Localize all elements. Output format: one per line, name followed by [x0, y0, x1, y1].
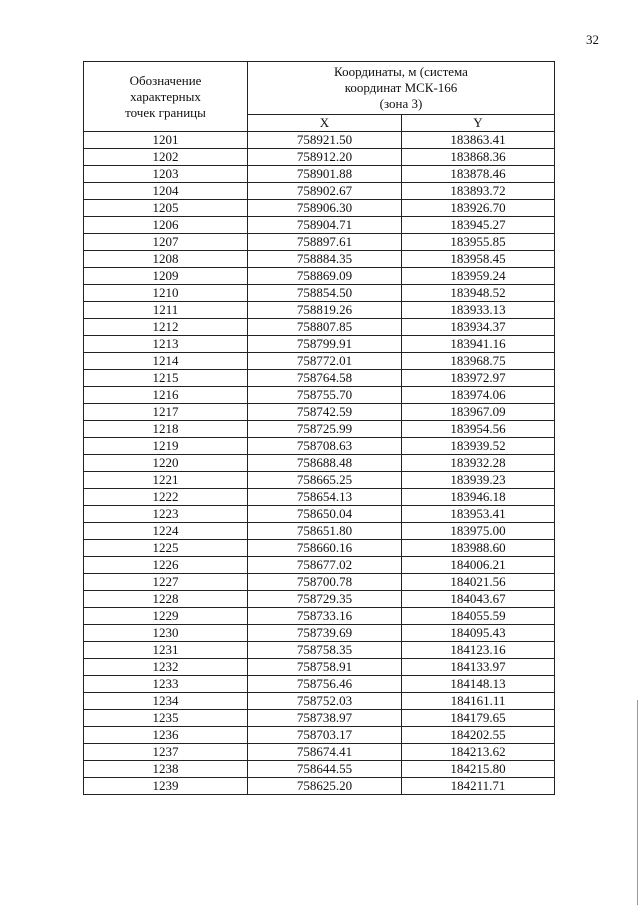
table-row: [84, 336, 555, 353]
x-coordinate-cell: 758644.55: [248, 761, 402, 778]
x-coordinate-cell: 758912.20: [248, 149, 402, 166]
point-id-cell: 1226: [84, 557, 248, 574]
point-id-cell: 1237: [84, 744, 248, 761]
table-row: [84, 625, 555, 642]
x-coordinate-cell: 758764.58: [248, 370, 402, 387]
point-id-cell: 1228: [84, 591, 248, 608]
header-points: [84, 62, 248, 132]
y-coordinate-cell: 183968.75: [402, 353, 555, 370]
y-coordinate-cell: 183863.41: [402, 132, 555, 149]
point-id-cell: 1208: [84, 251, 248, 268]
point-id-cell: 1236: [84, 727, 248, 744]
point-id-cell: 1202: [84, 149, 248, 166]
x-coordinate-cell: 758752.03: [248, 693, 402, 710]
table-row: [84, 302, 555, 319]
y-coordinate-cell: 184161.11: [402, 693, 555, 710]
x-coordinate-cell: 758677.02: [248, 557, 402, 574]
point-id-cell: 1223: [84, 506, 248, 523]
header-coordinates-text: Координаты, м (система координат МСК-166 (зона 3): [334, 64, 468, 111]
y-coordinate-cell: 183941.16: [402, 336, 555, 353]
x-coordinate-cell: 758700.78: [248, 574, 402, 591]
y-coordinate-cell: 184215.80: [402, 761, 555, 778]
point-id-cell: 1203: [84, 166, 248, 183]
x-coordinate-cell: 758906.30: [248, 200, 402, 217]
point-id-cell: 1224: [84, 523, 248, 540]
y-coordinate-cell: 183933.13: [402, 302, 555, 319]
x-coordinate-cell: 758755.70: [248, 387, 402, 404]
table-row: [84, 574, 555, 591]
point-id-cell: 1239: [84, 778, 248, 795]
table-row: [84, 591, 555, 608]
table-row: [84, 608, 555, 625]
point-id-cell: 1215: [84, 370, 248, 387]
y-coordinate-cell: 184211.71: [402, 778, 555, 795]
point-id-cell: 1234: [84, 693, 248, 710]
point-id-cell: 1233: [84, 676, 248, 693]
point-id-cell: 1201: [84, 132, 248, 149]
y-coordinate-cell: 183868.36: [402, 149, 555, 166]
x-coordinate-cell: 758651.80: [248, 523, 402, 540]
point-id-cell: 1207: [84, 234, 248, 251]
x-coordinate-cell: 758688.48: [248, 455, 402, 472]
x-coordinate-cell: 758902.67: [248, 183, 402, 200]
x-coordinate-cell: 758650.04: [248, 506, 402, 523]
y-coordinate-cell: 183932.28: [402, 455, 555, 472]
table-row: [84, 710, 555, 727]
table-row: [84, 557, 555, 574]
table-row: [84, 149, 555, 166]
y-coordinate-cell: 183967.09: [402, 404, 555, 421]
y-coordinate-cell: 184021.56: [402, 574, 555, 591]
y-coordinate-cell: 183893.72: [402, 183, 555, 200]
point-id-cell: 1206: [84, 217, 248, 234]
x-coordinate-cell: 758884.35: [248, 251, 402, 268]
x-coordinate-cell: 758854.50: [248, 285, 402, 302]
x-coordinate-cell: 758625.20: [248, 778, 402, 795]
table-row: [84, 268, 555, 285]
point-id-cell: 1227: [84, 574, 248, 591]
x-coordinate-cell: 758654.13: [248, 489, 402, 506]
x-coordinate-cell: 758904.71: [248, 217, 402, 234]
table-row: [84, 744, 555, 761]
y-coordinate-cell: 184123.16: [402, 642, 555, 659]
x-coordinate-cell: 758660.16: [248, 540, 402, 557]
point-id-cell: 1231: [84, 642, 248, 659]
table-row: [84, 183, 555, 200]
x-coordinate-cell: 758738.97: [248, 710, 402, 727]
x-coordinate-cell: 758739.69: [248, 625, 402, 642]
point-id-cell: 1235: [84, 710, 248, 727]
table-row: [84, 540, 555, 557]
table-row: [84, 659, 555, 676]
x-coordinate-cell: 758799.91: [248, 336, 402, 353]
point-id-cell: 1219: [84, 438, 248, 455]
y-coordinate-cell: 184006.21: [402, 557, 555, 574]
y-coordinate-cell: 183959.24: [402, 268, 555, 285]
table-row: [84, 489, 555, 506]
y-coordinate-cell: 183948.52: [402, 285, 555, 302]
y-coordinate-cell: 183939.52: [402, 438, 555, 455]
y-coordinate-cell: 184055.59: [402, 608, 555, 625]
header-axis-y: Y: [402, 115, 555, 132]
table-row: [84, 506, 555, 523]
table-row: [84, 387, 555, 404]
x-coordinate-cell: 758665.25: [248, 472, 402, 489]
x-coordinate-cell: 758869.09: [248, 268, 402, 285]
point-id-cell: 1218: [84, 421, 248, 438]
table-row: [84, 234, 555, 251]
point-id-cell: 1221: [84, 472, 248, 489]
table-row: [84, 727, 555, 744]
y-coordinate-cell: 183939.23: [402, 472, 555, 489]
y-coordinate-cell: 183974.06: [402, 387, 555, 404]
x-coordinate-cell: 758758.35: [248, 642, 402, 659]
point-id-cell: 1212: [84, 319, 248, 336]
table-row: [84, 132, 555, 149]
y-coordinate-cell: 183953.41: [402, 506, 555, 523]
point-id-cell: 1220: [84, 455, 248, 472]
header-axis-x: X: [248, 115, 402, 132]
table-row: [84, 200, 555, 217]
point-id-cell: 1213: [84, 336, 248, 353]
point-id-cell: 1238: [84, 761, 248, 778]
point-id-cell: 1214: [84, 353, 248, 370]
y-coordinate-cell: 184202.55: [402, 727, 555, 744]
x-coordinate-cell: 758921.50: [248, 132, 402, 149]
y-coordinate-cell: 183958.45: [402, 251, 555, 268]
x-coordinate-cell: 758729.35: [248, 591, 402, 608]
table-row: [84, 676, 555, 693]
table-row: [84, 693, 555, 710]
table-row: [84, 421, 555, 438]
page-number: 32: [586, 32, 599, 47]
y-coordinate-cell: 183975.00: [402, 523, 555, 540]
y-coordinate-cell: 183934.37: [402, 319, 555, 336]
point-id-cell: 1229: [84, 608, 248, 625]
table-row: [84, 319, 555, 336]
x-coordinate-cell: 758733.16: [248, 608, 402, 625]
point-id-cell: 1217: [84, 404, 248, 421]
y-coordinate-cell: 184095.43: [402, 625, 555, 642]
x-coordinate-cell: 758756.46: [248, 676, 402, 693]
table-row: [84, 438, 555, 455]
x-coordinate-cell: 758758.91: [248, 659, 402, 676]
point-id-cell: 1216: [84, 387, 248, 404]
x-coordinate-cell: 758703.17: [248, 727, 402, 744]
point-id-cell: 1222: [84, 489, 248, 506]
y-coordinate-cell: 184133.97: [402, 659, 555, 676]
table-row: [84, 523, 555, 540]
table-row: [84, 404, 555, 421]
y-coordinate-cell: 184179.65: [402, 710, 555, 727]
table-row: [84, 761, 555, 778]
y-coordinate-cell: 183926.70: [402, 200, 555, 217]
x-coordinate-cell: 758708.63: [248, 438, 402, 455]
table-body: [84, 132, 555, 795]
table-row: [84, 285, 555, 302]
table-row: [84, 166, 555, 183]
scan-edge-line: [637, 700, 638, 905]
y-coordinate-cell: 183972.97: [402, 370, 555, 387]
point-id-cell: 1205: [84, 200, 248, 217]
point-id-cell: 1204: [84, 183, 248, 200]
x-coordinate-cell: 758742.59: [248, 404, 402, 421]
x-coordinate-cell: 758674.41: [248, 744, 402, 761]
coordinates-table: [83, 61, 555, 795]
point-id-cell: 1210: [84, 285, 248, 302]
y-coordinate-cell: 183988.60: [402, 540, 555, 557]
table-header: [84, 62, 555, 132]
y-coordinate-cell: 183946.18: [402, 489, 555, 506]
x-coordinate-cell: 758897.61: [248, 234, 402, 251]
table-row: [84, 642, 555, 659]
y-coordinate-cell: 184213.62: [402, 744, 555, 761]
x-coordinate-cell: 758772.01: [248, 353, 402, 370]
point-id-cell: 1225: [84, 540, 248, 557]
table-row: [84, 353, 555, 370]
point-id-cell: 1211: [84, 302, 248, 319]
x-coordinate-cell: 758807.85: [248, 319, 402, 336]
x-coordinate-cell: 758901.88: [248, 166, 402, 183]
table-row: [84, 778, 555, 795]
table-row: [84, 217, 555, 234]
point-id-cell: 1209: [84, 268, 248, 285]
table-row: [84, 370, 555, 387]
table-row: [84, 251, 555, 268]
y-coordinate-cell: 184148.13: [402, 676, 555, 693]
y-coordinate-cell: 183954.56: [402, 421, 555, 438]
x-coordinate-cell: 758725.99: [248, 421, 402, 438]
point-id-cell: 1232: [84, 659, 248, 676]
table-row: [84, 455, 555, 472]
y-coordinate-cell: 183878.46: [402, 166, 555, 183]
table-row: [84, 472, 555, 489]
point-id-cell: 1230: [84, 625, 248, 642]
y-coordinate-cell: 184043.67: [402, 591, 555, 608]
header-points-text: Обозначение характерных точек границы: [125, 72, 206, 120]
header-coordinates: [248, 62, 555, 115]
y-coordinate-cell: 183955.85: [402, 234, 555, 251]
x-coordinate-cell: 758819.26: [248, 302, 402, 319]
y-coordinate-cell: 183945.27: [402, 217, 555, 234]
